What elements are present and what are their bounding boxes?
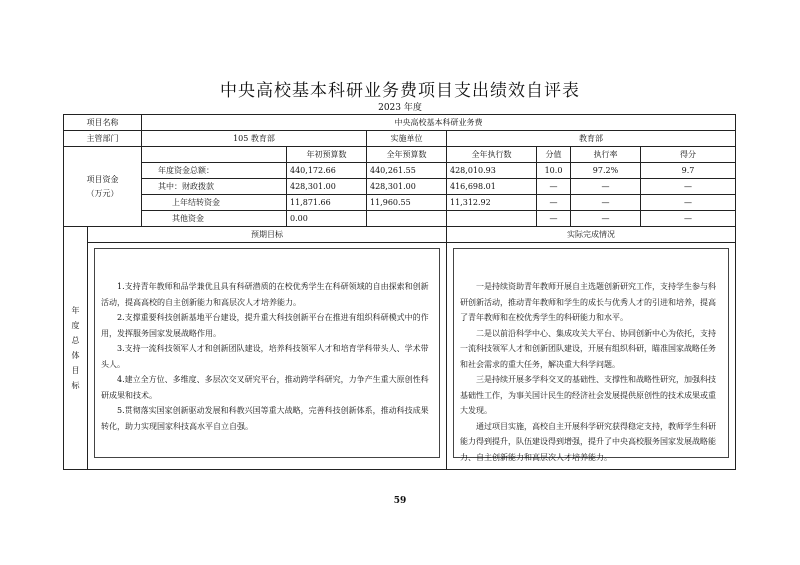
other-funds-label: 其他资金	[142, 211, 287, 227]
row-total-funds	[64, 163, 736, 179]
actual-result-cell	[447, 243, 736, 470]
fiscal-funds-score: —	[641, 179, 736, 195]
page-number: 59	[393, 496, 407, 506]
row-other-funds	[64, 211, 736, 227]
expected-goal-text	[94, 248, 440, 458]
fiscal-funds-annual: 428,301.00	[367, 179, 447, 195]
carryover-funds-score: —	[641, 195, 736, 211]
actual-result-item: 三是持续开展多学科交叉的基础性、支撑性和战略性研究，加强科技基础性工作，为事关国计民生的经济社会发展提供原创性的技术成果或重大发现。	[460, 375, 716, 415]
carryover-funds-label: 上年结转资金	[142, 195, 287, 211]
col-exec-rate: 执行率	[571, 147, 641, 163]
col-annual-exec: 全年执行数	[447, 147, 537, 163]
row-goal-header	[64, 227, 736, 243]
col-annual-budget: 全年预算数	[367, 147, 447, 163]
total-funds-label: 年度资金总额：	[142, 163, 287, 179]
other-funds-score: —	[641, 211, 736, 227]
col-score-weight: 分值	[537, 147, 571, 163]
report-year: 2023 年度	[378, 103, 422, 113]
page-title: 中央高校基本科研业务费项目支出绩效自评表	[220, 81, 580, 101]
actual-result-item: 通过项目实施，高校自主开展科学研究获得稳定支持，教师学生科研能力得到提升，队伍建设得到增强，提升了中央高校服务国家发展战略能力、自主创新能力和高层次人才培养能力。	[460, 421, 716, 462]
row-goal-content	[64, 243, 736, 470]
total-funds-exec: 428,010.93	[447, 163, 537, 179]
fiscal-funds-initial: 428,301.00	[287, 179, 367, 195]
funds-header-blank	[142, 147, 287, 163]
row-fiscal-funds	[64, 179, 736, 195]
other-funds-rate: —	[571, 211, 641, 227]
actual-result-item: 一是持续资助青年教师开展自主选题创新研究工作，支持学生参与科研创新活动，推动青年教师和学生的成长与优秀人才的引进和培养，提高了青年教师和在校优秀学生的科研能力和水平。	[460, 282, 716, 322]
actual-result-header: 实际完成情况	[447, 227, 736, 243]
dept-value: 105 教育部	[142, 131, 367, 147]
total-funds-rate: 97.2%	[571, 163, 641, 179]
col-initial-budget: 年初预算数	[287, 147, 367, 163]
carryover-funds-exec: 11,312.92	[447, 195, 537, 211]
funds-label	[64, 147, 142, 227]
annual-goal-label	[64, 227, 88, 470]
other-funds-initial: 0.00	[287, 211, 367, 227]
total-funds-weight: 10.0	[537, 163, 571, 179]
expected-goal-header: 预期目标	[88, 227, 447, 243]
goal-char: 度	[71, 321, 80, 330]
funds-label-line2: （万元）	[86, 188, 119, 198]
carryover-funds-annual: 11,960.55	[367, 195, 447, 211]
total-funds-initial: 440,172.66	[287, 163, 367, 179]
fiscal-funds-exec: 416,698.01	[447, 179, 537, 195]
expected-goal-item: 4.建立全方位、多维度、多层次交叉研究平台，推动跨学科研究，力争产生重大原创性科研成果和技术。	[101, 375, 429, 400]
expected-goal-item: 5.贯彻落实国家创新驱动发展和科教兴国等重大战略，完善科技创新体系，推动科技成果转化，助力实现国家科技高水平自立自强。	[101, 406, 429, 431]
impl-unit-label: 实施单位	[367, 131, 447, 147]
other-funds-annual	[367, 211, 447, 227]
total-funds-annual: 440,261.55	[367, 163, 447, 179]
expected-goal-item: 2.支撑重要科技创新基地平台建设，提升重大科技创新平台在推进有组织科研模式中的作用，发挥服务国家发展战略作用。	[101, 313, 429, 338]
expected-goal-item: 1.支持青年教师和品学兼优且具有科研潜质的在校优秀学生在科研领域的自由探索和创新活动，提高高校的自主创新能力和高层次人才培养能力。	[101, 282, 429, 307]
row-project-name	[64, 115, 736, 131]
impl-unit-value: 教育部	[447, 131, 736, 147]
fiscal-funds-label: 其中：财政拨款	[142, 179, 287, 195]
goal-char: 体	[71, 351, 80, 360]
actual-result-item: 二是以前沿科学中心、集成攻关大平台、协同创新中心为依托，支持一流科技领军人才和创新团队建设，开展有组织科研，瞄准国家战略任务和社会需求的重大任务，解决重大科学问题。	[460, 328, 716, 369]
row-carryover-funds	[64, 195, 736, 211]
carryover-funds-weight: —	[537, 195, 571, 211]
expected-goal-cell	[88, 243, 447, 470]
goal-char: 年	[71, 306, 80, 315]
fiscal-funds-weight: —	[537, 179, 571, 195]
col-score: 得分	[641, 147, 736, 163]
funds-label-line1: 项目资金	[86, 174, 119, 184]
fiscal-funds-rate: —	[571, 179, 641, 195]
dept-label: 主管部门	[64, 131, 142, 147]
carryover-funds-rate: —	[571, 195, 641, 211]
other-funds-weight: —	[537, 211, 571, 227]
actual-result-text	[453, 248, 729, 462]
project-name-value: 中央高校基本科研业务费	[142, 115, 736, 131]
total-funds-score: 9.7	[641, 163, 736, 179]
performance-table	[63, 114, 736, 470]
goal-char: 标	[71, 381, 80, 390]
project-name-label: 项目名称	[64, 115, 142, 131]
carryover-funds-initial: 11,871.66	[287, 195, 367, 211]
goal-char: 目	[71, 366, 80, 375]
row-funds-header	[64, 147, 736, 163]
expected-goal-item: 3.支持一流科技领军人才和创新团队建设，培养科技领军人才和培育学科带头人、学术带头人。	[101, 344, 429, 369]
goal-char: 总	[71, 336, 80, 345]
other-funds-exec	[447, 211, 537, 227]
row-department	[64, 131, 736, 147]
